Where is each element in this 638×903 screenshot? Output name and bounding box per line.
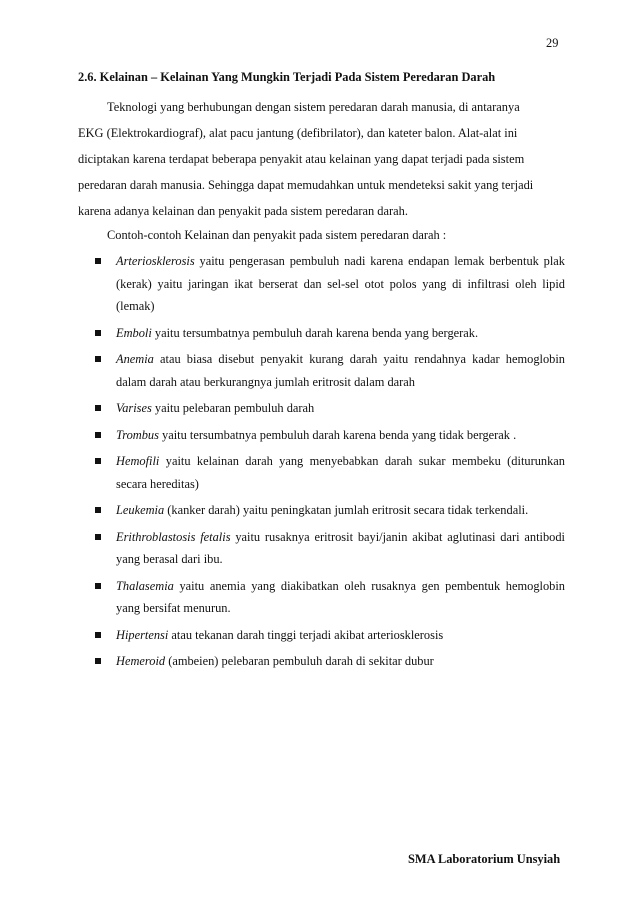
disorder-term: Anemia: [116, 352, 154, 366]
list-item: [95, 575, 565, 620]
intro-paragraph: [78, 94, 578, 224]
disorder-description: yaitu tersumbatnya pembuluh darah karena benda yang bergerak.: [151, 325, 479, 340]
list-item: [95, 397, 565, 420]
page-footer: SMA Laboratorium Unsyiah: [408, 852, 561, 866]
list-item: [95, 424, 565, 447]
square-bullet-icon: [95, 258, 101, 264]
square-bullet-icon: [95, 507, 101, 513]
paragraph-line: karena adanya kelainan dan penyakit pada sistem peredaran darah.: [78, 204, 408, 218]
disorder-description: atau biasa disebut penyakit kurang darah yaitu rendahnya kadar hemoglobin dalam darah atau berkurangnya jumlah eritrosit dalam darah: [116, 352, 565, 389]
paragraph-line: EKG (Elektrokardiograf), alat pacu jantung (defibrilator), dan kateter balon. Alat-alat ini: [78, 126, 518, 140]
disorder-description: (kanker darah) yaitu peningkatan jumlah eritrosit secara tidak terkendali.: [164, 503, 529, 517]
paragraph-line: peredaran darah manusia. Sehingga dapat memudahkan untuk mendeteksi sakit yang terjadi: [78, 178, 534, 192]
square-bullet-icon: [95, 458, 101, 464]
disorder-term: Hipertensi: [116, 627, 169, 642]
list-item: [95, 450, 565, 495]
disorder-term: Emboli: [116, 325, 152, 340]
disorder-term: Trombus: [116, 427, 159, 442]
page-number: 29: [546, 36, 559, 50]
square-bullet-icon: [95, 658, 101, 664]
disorder-list: [95, 250, 565, 673]
list-item: [95, 526, 565, 571]
disorder-term: Varises: [116, 401, 152, 415]
list-item: [95, 650, 565, 673]
disorder-description: atau tekanan darah tinggi terjadi akibat arteriosklerosis: [168, 627, 444, 642]
disorder-description: yaitu tersumbatnya pembuluh darah karena benda yang tidak bergerak .: [158, 427, 517, 442]
section-heading: 2.6. Kelainan – Kelainan Yang Mungkin Terjadi Pada Sistem Peredaran Darah: [78, 70, 496, 84]
list-item: [95, 624, 565, 647]
list-intro: Contoh-contoh Kelainan dan penyakit pada sistem peredaran darah :: [107, 228, 447, 242]
square-bullet-icon: [95, 534, 101, 540]
disorder-description: yaitu pengerasan pembuluh nadi karena endapan lemak berbentuk plak (kerak) yaitu jaringan ikat berserat dan sel-sel otot polos yang di infiltrasi oleh lipid (lemak): [116, 254, 565, 313]
paragraph-line: diciptakan karena terdapat beberapa penyakit atau kelainan yang dapat terjadi pada sistem: [78, 152, 525, 166]
disorder-description: (ambeien) pelebaran pembuluh darah di sekitar dubur: [165, 654, 434, 668]
disorder-term: Thalasemia: [116, 578, 174, 593]
disorder-description: yaitu kelainan darah yang menyebabkan darah sukar membeku (diturunkan secara hereditas): [116, 454, 565, 491]
square-bullet-icon: [95, 632, 101, 638]
square-bullet-icon: [95, 405, 101, 411]
disorder-term: Hemeroid: [116, 654, 166, 668]
paragraph-line: Teknologi yang berhubungan dengan sistem peredaran darah manusia, di antaranya: [107, 100, 520, 114]
disorder-term: Hemofili: [116, 454, 160, 468]
disorder-term: Leukemia: [116, 503, 165, 517]
square-bullet-icon: [95, 583, 101, 589]
disorder-description: yaitu anemia yang diakibatkan oleh rusaknya gen pembentuk hemoglobin yang bersifat menurun.: [116, 578, 565, 615]
list-item: [95, 322, 565, 345]
list-item: [95, 499, 565, 522]
square-bullet-icon: [95, 432, 101, 438]
list-item: [95, 250, 565, 318]
square-bullet-icon: [95, 356, 101, 362]
disorder-term: Erithroblastosis fetalis: [116, 529, 231, 544]
list-item: [95, 348, 565, 393]
disorder-description: yaitu rusaknya eritrosit bayi/janin akibat aglutinasi dari antibodi yang berasal dari ibu.: [116, 529, 565, 566]
square-bullet-icon: [95, 330, 101, 336]
disorder-description: yaitu pelebaran pembuluh darah: [151, 401, 315, 415]
disorder-term: Arteriosklerosis: [116, 254, 195, 268]
